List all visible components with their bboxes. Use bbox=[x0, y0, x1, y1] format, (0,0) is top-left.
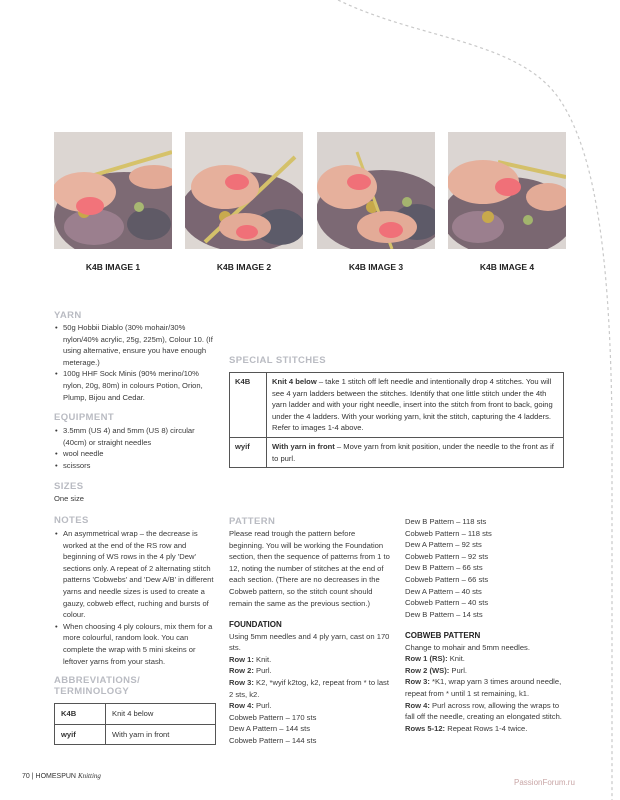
row-label: Row 4: bbox=[229, 701, 254, 711]
abbrev-value: Knit 4 below bbox=[106, 704, 216, 725]
row-text: Knit. bbox=[253, 654, 272, 664]
k4b-photo-4 bbox=[448, 132, 566, 249]
cobweb-row bbox=[405, 665, 570, 677]
row-label: Rows 5-12: bbox=[405, 723, 446, 733]
stitch-count-line: Cobweb Pattern – 66 sts bbox=[405, 574, 489, 584]
foundation-heading: FOUNDATION bbox=[229, 620, 282, 629]
cobweb-row bbox=[405, 723, 570, 735]
equipment-heading: EQUIPMENT bbox=[54, 412, 115, 423]
photo-caption-3: K4B IMAGE 3 bbox=[348, 262, 404, 272]
stitch-count-line: Dew A Pattern – 40 sts bbox=[405, 586, 482, 596]
table-row bbox=[55, 704, 216, 725]
abbreviations-table bbox=[54, 703, 216, 745]
stitch-count-line: Dew B Pattern – 118 sts bbox=[405, 517, 487, 526]
k4b-photo-1 bbox=[54, 132, 172, 249]
stitch-count-line: Dew A Pattern – 92 sts bbox=[405, 540, 482, 550]
stitch-count-line: Cobweb Pattern – 118 sts bbox=[405, 528, 492, 538]
stitch-count-line: Cobweb Pattern – 40 sts bbox=[405, 598, 489, 608]
row-text: Purl. bbox=[253, 666, 272, 676]
stitch-count-line: Dew A Pattern – 144 sts bbox=[229, 724, 311, 734]
list-item: • 50g Hobbii Diablo (30% mohair/30% nylon/40% acrylic, 25g, 225m), Colour 10. (If using alternative, ensure you have enough meterage.) bbox=[63, 322, 219, 368]
cobweb-intro: Change to mohair and 5mm needles. bbox=[405, 642, 530, 652]
list-item: • scissors bbox=[63, 460, 219, 472]
foundation-row bbox=[229, 665, 394, 677]
stitch-description bbox=[267, 373, 564, 438]
stitch-count-line: Cobweb Pattern – 170 sts bbox=[229, 712, 317, 722]
foundation-row bbox=[229, 677, 394, 700]
special-stitches-heading: SPECIAL STITCHES bbox=[229, 355, 327, 366]
stitch-count-line: Dew B Pattern – 14 sts bbox=[405, 609, 483, 619]
k4b-photo-3 bbox=[317, 132, 435, 249]
foundation-row bbox=[229, 700, 394, 712]
footer-separator: | bbox=[31, 773, 34, 780]
watermark: PassionForum.ru bbox=[514, 778, 575, 787]
list-item: • An asymmetrical wrap – the decrease is worked at the end of the RS row and beginning of WS rows in the 4 ply 'Dew' sections only. A repeat of 2 alternating stitch patterns 'Cobwebs' and 'Dew A/B' in different yarns and needle sizes is used to create a gauzy, cobweb effect, ruching and bursts of colour. bbox=[63, 528, 219, 621]
pattern-heading: PATTERN bbox=[229, 516, 276, 527]
row-label: Row 3: bbox=[229, 677, 254, 687]
row-label: Row 3: bbox=[405, 677, 430, 687]
list-item: • 100g HHF Sock Minis (90% merino/10% nylon, 20g, 80m) in colours Potion, Orion, Plump, Bijou and Cedar. bbox=[63, 368, 219, 403]
abbrev-key: wyif bbox=[55, 724, 106, 745]
row-label: Row 2 (WS): bbox=[405, 665, 450, 675]
stitch-term: Knit 4 below bbox=[272, 377, 317, 386]
row-label: Row 2: bbox=[229, 666, 254, 676]
cobweb-heading: COBWEB PATTERN bbox=[405, 631, 481, 640]
pattern-intro: Please read trough the pattern before beginning. You will be working the Foundation section, then the sequence of patterns from 1 to 12, noting the number of stitches at the end of each section. (There are no decreases in the Cobweb pattern, so the stitch count should remain the same as the previous section.) bbox=[229, 529, 390, 608]
photo-caption-2: K4B IMAGE 2 bbox=[216, 262, 272, 272]
list-item: • wool needle bbox=[63, 448, 219, 460]
cobweb-row bbox=[405, 700, 570, 723]
stitch-desc-text: – take 1 stitch off left needle and intentionally drop 4 stitches. You will see 4 yarn ladders between the stitches. Identify that one little stitch under the 4th yarn ladder and with your right needle, insert into the stitch from front to back, going under the 4 ladders. With your working yarn, knit the stitch, capturing the 4 ladders. Refer to images 1-4 above. bbox=[272, 377, 553, 433]
list-item: • When choosing 4 ply colours, mix them for a more colourful, random look. You can complete the wrap with 5 mini skeins or leftover yarns from your stash. bbox=[63, 621, 219, 667]
stitch-count-line: Dew B Pattern – 66 sts bbox=[405, 563, 483, 573]
stitch-key: K4B bbox=[230, 373, 267, 438]
equipment-list bbox=[54, 425, 219, 471]
stitch-count-line: Cobweb Pattern – 92 sts bbox=[405, 551, 489, 561]
page-number: 70 bbox=[22, 773, 30, 780]
row-text: Purl. bbox=[253, 701, 272, 711]
list-item: • 3.5mm (US 4) and 5mm (US 8) circular (40cm) or straight needles bbox=[63, 425, 219, 448]
yarn-list bbox=[54, 322, 219, 403]
stitch-key: wyif bbox=[230, 437, 267, 467]
row-text: Knit. bbox=[447, 654, 465, 664]
page-footer bbox=[22, 772, 101, 780]
stitch-description bbox=[267, 437, 564, 467]
cobweb-row bbox=[405, 653, 570, 665]
special-stitches-table bbox=[229, 372, 564, 468]
footer-section: Knitting bbox=[77, 772, 101, 780]
photo-caption-4: K4B IMAGE 4 bbox=[479, 262, 535, 272]
row-text: Purl across row, allowing the wraps to fall off the needle, creating an elongated stitch. bbox=[405, 700, 562, 722]
stitch-term: With yarn in front bbox=[272, 441, 335, 451]
foundation-row bbox=[229, 654, 394, 666]
table-row bbox=[230, 437, 564, 467]
foundation-intro: Using 5mm needles and 4 ply yarn, cast on 170 sts. bbox=[229, 631, 390, 653]
row-label: Row 4: bbox=[405, 700, 430, 710]
row-text: *K1, wrap yarn 3 times around needle, repeat from * until 1 st remaining, k1. bbox=[405, 677, 562, 698]
row-text: Repeat Rows 1-4 twice. bbox=[445, 723, 528, 733]
k4b-photo-2 bbox=[185, 132, 303, 249]
notes-heading: NOTES bbox=[54, 515, 89, 526]
abbrev-value: With yarn in front bbox=[106, 724, 216, 745]
table-row bbox=[230, 373, 564, 438]
row-text: K2, *wyif k2tog, k2, repeat from * to last 2 sts, k2. bbox=[229, 677, 389, 699]
cobweb-section bbox=[405, 630, 570, 734]
yarn-heading: YARN bbox=[54, 310, 82, 321]
stitch-count-list bbox=[405, 516, 570, 620]
sizes-text: One size bbox=[54, 494, 84, 503]
footer-brand: HOMESPUN bbox=[35, 773, 76, 780]
sizes-heading: SIZES bbox=[54, 481, 84, 492]
notes-list bbox=[54, 528, 219, 667]
cobweb-row bbox=[405, 676, 570, 699]
stitch-count-line: Cobweb Pattern – 144 sts bbox=[229, 735, 317, 745]
abbreviations-heading: ABBREVIATIONS/ TERMINOLOGY bbox=[54, 675, 141, 697]
row-label: Row 1: bbox=[229, 654, 254, 664]
stitch-desc-text: – Move yarn from knit position, under the needle to the front as if to purl. bbox=[272, 441, 554, 463]
row-label: Row 1 (RS): bbox=[405, 654, 448, 664]
foundation-section bbox=[229, 619, 394, 747]
row-text: Purl. bbox=[449, 665, 468, 675]
abbrev-key: K4B bbox=[55, 704, 106, 725]
table-row bbox=[55, 724, 216, 745]
photo-caption-1: K4B IMAGE 1 bbox=[85, 262, 141, 272]
